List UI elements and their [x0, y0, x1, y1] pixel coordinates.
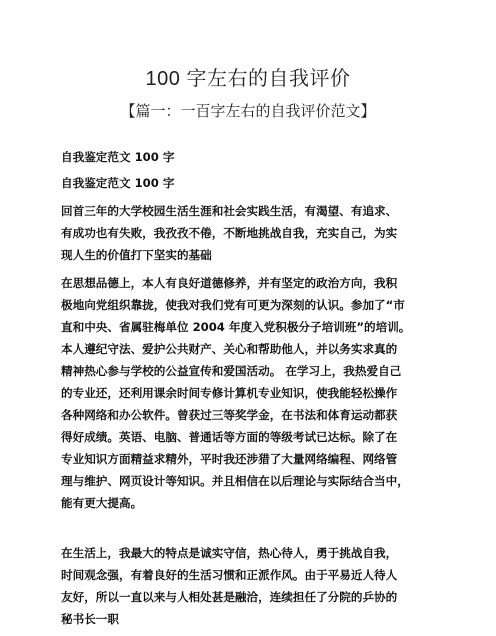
paragraph-line: 在思想品德上，本人有良好道德修养，并有坚定的政治方向，我积	[61, 276, 398, 290]
paragraph-line: 得好成绩。英语、电脑、普通话等方面的等级考试已达标。除了在	[61, 430, 398, 444]
paragraph-line: 回首三年的大学校园生活生涯和社会实践生活，有渴望、有追求、	[61, 204, 398, 218]
paragraph-1	[61, 146, 453, 168]
document-body	[61, 146, 453, 636]
paragraph-line: 各种网络和办公软件。曾获过三等奖学金，在书法和体育运动都获	[61, 408, 398, 422]
paragraph-line: 精神热心参与学校的公益宣传和爱国活动。 在学习上，我热爱自己	[61, 364, 402, 378]
paragraph-2	[61, 172, 453, 194]
document-subtitle: 【篇一：一百字左右的自我评价范文】	[120, 102, 376, 120]
paragraph-3	[61, 200, 453, 266]
paragraph-line: 极地向党组织靠拢，使我对我们党有可更为深刻的认识。参加了“市	[61, 298, 405, 312]
paragraph-line: 现人生的价值打下坚实的基础	[61, 248, 212, 262]
paragraph-line: 理与维护、网页设计等知识。并且相信在以后理论与实际结合当中，	[61, 474, 409, 488]
paragraph-line: 本人遵纪守法、爱护公共财产、关心和帮助他人，并以务实求真的	[61, 342, 398, 356]
paragraph-line	[61, 514, 453, 536]
paragraph-line: 自我鉴定范文 100 字	[61, 150, 175, 164]
paragraph-line: 有成功也有失败，我孜孜不倦，不断地挑战自我，充实自己，为实	[61, 226, 398, 240]
paragraph-4	[61, 272, 453, 536]
paragraph-line: 时间观念强，有着良好的生活习惯和正派作风。由于平易近人待人	[61, 568, 398, 582]
paragraph-line: 的专业还，还利用课余时间专修计算机专业知识，使我能轻松操作	[61, 386, 398, 400]
paragraph-line: 能有更大提高。	[61, 496, 143, 510]
paragraph-5	[61, 542, 453, 630]
paragraph-line: 秘书长一职	[61, 612, 119, 626]
paragraph-line: 专业知识方面精益求精外，平时我还涉猎了大量网络编程、网络管	[61, 452, 398, 466]
paragraph-line: 自我鉴定范文 100 字	[61, 176, 175, 190]
paragraph-line: 友好，所以一直以来与人相处甚是融洽，连续担任了分院的乒协的	[61, 590, 398, 604]
document-title: 100 字左右的自我评价	[145, 68, 351, 90]
paragraph-line: 直和中央、省属驻梅单位 2004 年度入党积极分子培训班”的培训。	[61, 320, 411, 334]
paragraph-line: 在生活上，我最大的特点是诚实守信，热心待人，勇于挑战自我，	[61, 546, 398, 560]
